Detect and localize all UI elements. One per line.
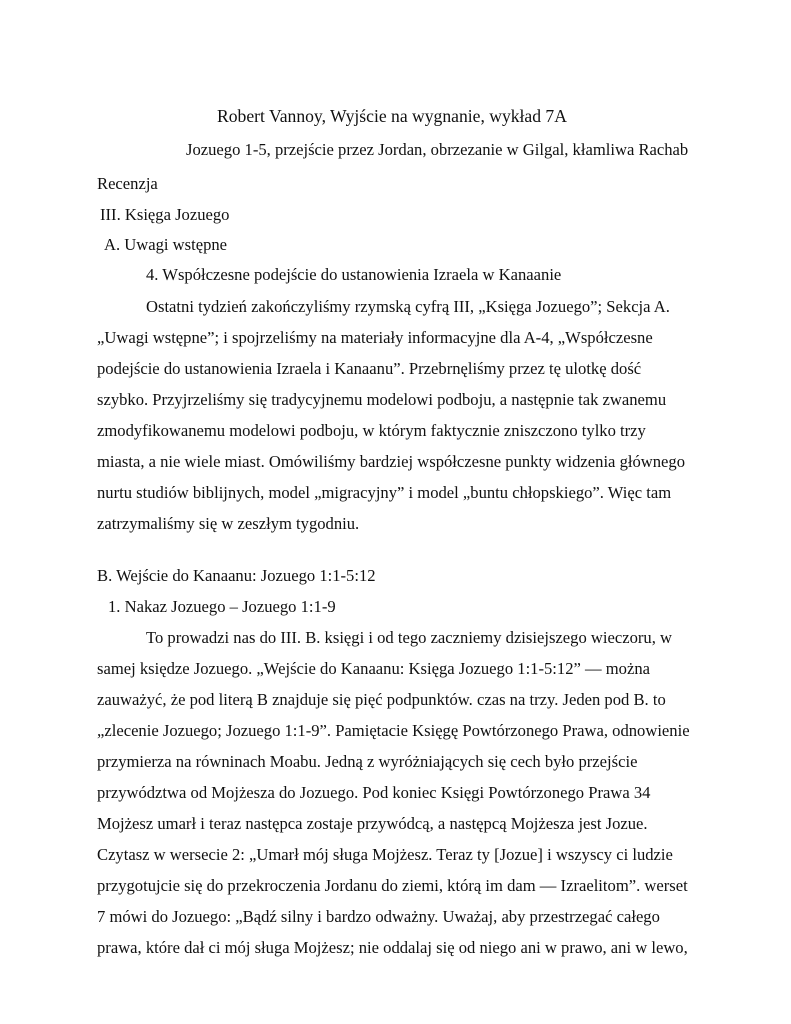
paragraph-line: przygotujcie się do przekroczenia Jordanu do ziemi, którą im dam — Izraelitom”. werset <box>97 876 688 895</box>
outline-section-iii: III. Księga Jozuego <box>100 205 230 224</box>
outline-section-b: B. Wejście do Kanaanu: Jozuego 1:1-5:12 <box>97 566 376 585</box>
document-subtitle: Jozuego 1-5, przejście przez Jordan, obrzezanie w Gilgal, kłamliwa Rachab <box>186 140 689 159</box>
paragraph-line: przymierza na równinach Moabu. Jedną z wyróżniających się cech było przejście <box>97 752 638 771</box>
outline-review: Recenzja <box>97 174 158 193</box>
paragraph-line: przywództwa od Mojżesza do Jozuego. Pod koniec Księgi Powtórzonego Prawa 34 <box>97 783 651 802</box>
paragraph-line: prawa, które dał ci mój sługa Mojżesz; nie oddalaj się od niego ani w prawo, ani w lewo, <box>97 938 688 957</box>
outline-section-a: A. Uwagi wstępne <box>104 235 228 254</box>
paragraph-line: 7 mówi do Jozuego: „Bądź silny i bardzo odważny. Uważaj, aby przestrzegać całego <box>97 907 660 926</box>
paragraph-line: samej księdze Jozuego. „Wejście do Kanaanu: Księga Jozuego 1:1-5:12” — można <box>97 659 650 678</box>
paragraph-line: „zlecenie Jozuego; Jozuego 1:1-9”. Pamiętacie Księgę Powtórzonego Prawa, odnowienie <box>97 721 690 740</box>
paragraph-line: Czytasz w wersecie 2: „Umarł mój sługa Mojżesz. Teraz ty [Jozue] i wszyscy ci ludzie <box>97 845 673 864</box>
paragraph-line: nurtu studiów biblijnych, model „migracyjny” i model „buntu chłopskiego”. Więc tam <box>97 483 672 502</box>
outline-section-a4: 4. Współczesne podejście do ustanowienia Izraela w Kanaanie <box>146 265 562 284</box>
paragraph-line: To prowadzi nas do III. B. księgi i od tego zaczniemy dzisiejszego wieczoru, w <box>146 628 672 647</box>
paragraph-line: szybko. Przyjrzeliśmy się tradycyjnemu modelowi podboju, a następnie tak zwanemu <box>97 390 667 409</box>
paragraph-line: zatrzymaliśmy się w zeszłym tygodniu. <box>97 514 360 533</box>
paragraph-line: Mojżesz umarł i teraz następca zostaje przywódcą, a następcą Mojżesza jest Jozue. <box>97 814 648 833</box>
paragraph-line: zmodyfikowanemu modelowi podboju, w którym faktycznie zniszczono tylko trzy <box>97 421 646 440</box>
paragraph-line: „Uwagi wstępne”; i spojrzeliśmy na materiały informacyjne dla A-4, „Współczesne <box>97 328 653 347</box>
paragraph-line: miasta, a nie wiele miast. Omówiliśmy bardziej współczesne punkty widzenia głównego <box>97 452 686 471</box>
paragraph-line: zauważyć, że pod literą B znajduje się pięć podpunktów. czas na trzy. Jeden pod B. to <box>97 690 666 709</box>
document-title: Robert Vannoy, Wyjście na wygnanie, wykład 7A <box>217 106 567 126</box>
paragraph-line: podejście do ustanowienia Izraela i Kanaanu”. Przebrnęliśmy przez tę ulotkę dość <box>97 359 642 378</box>
outline-section-b1: 1. Nakaz Jozuego – Jozuego 1:1-9 <box>108 597 336 616</box>
paragraph-line: Ostatni tydzień zakończyliśmy rzymską cyfrą III, „Księga Jozuego”; Sekcja A. <box>146 297 670 316</box>
